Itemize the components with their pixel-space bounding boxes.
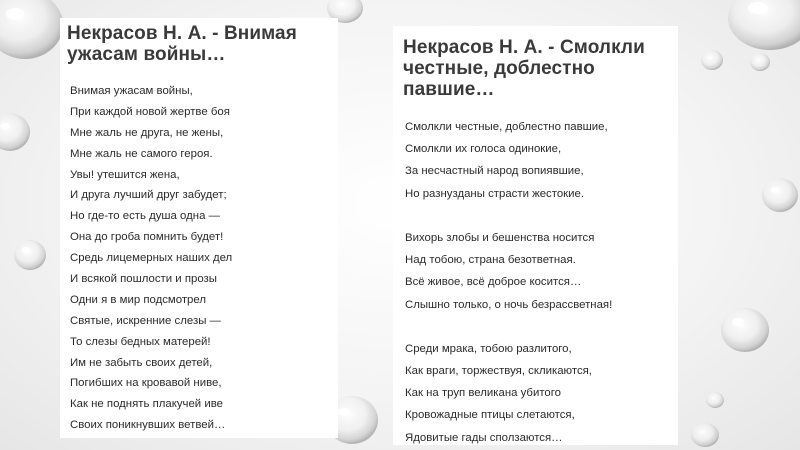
water-drop: [0, 0, 63, 59]
poem-line: Мне жаль не самого героя.: [70, 147, 213, 160]
water-drop: [762, 178, 798, 212]
water-drop: [706, 392, 724, 408]
water-drop: [721, 308, 769, 352]
poem-line: [405, 316, 612, 338]
poem-line: Среди мрака, тобою разлитого,: [405, 342, 572, 355]
poem-line: Своих поникнувших ветвей…: [70, 419, 226, 432]
poem-line: Одни я в мир подсмотрел: [70, 293, 206, 306]
water-drop: [14, 240, 46, 270]
poem-line: При каждой новой жертве боя: [70, 105, 230, 118]
poem-title-right: Некрасов Н. А. - Смолкли честные, доблестно павшие…: [403, 37, 645, 100]
water-drop: [701, 50, 723, 70]
poem-panel-right: [393, 26, 678, 445]
poem-line: И друга лучший друг забудет;: [70, 189, 227, 202]
poem-line: [405, 205, 612, 227]
poem-line: Но где-то есть душа одна —: [70, 210, 220, 223]
poem-line: Увы! утешится жена,: [70, 168, 180, 181]
poem-line: Смолкли их голоса одинокие,: [405, 143, 562, 156]
poem-line: Ядовитые гады сползаются…: [405, 431, 563, 444]
poem-line: За несчастный народ вопиявшие,: [405, 165, 584, 178]
poem-line: Слышно только, о ночь безрассветная!: [405, 298, 613, 311]
poem-line: Как враги, торжествуя, скликаются,: [405, 365, 592, 378]
poem-line: Внимая ужасам войны,: [70, 85, 193, 97]
poem-line: Она до гроба помнить будет!: [70, 231, 224, 244]
poem-line: Святые, искренние слезы —: [70, 314, 221, 327]
poem-line: Над тобою, страна безответная.: [405, 254, 576, 267]
poem-line: Смолкли честные, доблестно павшие,: [405, 121, 608, 133]
poem-lines-right: [405, 116, 612, 445]
water-drop: [728, 0, 800, 50]
poem-line: Как на труп великана убитого: [405, 387, 561, 400]
poem-line: Как не поднять плакучей иве: [70, 398, 223, 411]
water-drop: [750, 53, 770, 71]
poem-line: Кровожадные птицы слетаются,: [405, 409, 575, 422]
poem-line: Вихорь злобы и бешенства носится: [405, 231, 595, 244]
poem-title-left: Некрасов Н. А. - Внимая ужасам войны…: [67, 23, 297, 65]
poem-line: Мне жаль не друга, не жены,: [70, 126, 224, 139]
poem-line: Всё живое, всё доброе косится…: [405, 276, 582, 289]
poem-line: Им не забыть своих детей,: [70, 356, 213, 369]
poem-line: Погибших на кровавой ниве,: [70, 377, 222, 390]
poem-line: То слезы бедных матерей!: [70, 335, 211, 348]
water-drop: [0, 113, 30, 151]
poem-line: И всякой пошлости и прозы: [70, 273, 217, 286]
poem-lines-left: [70, 81, 232, 436]
poem-line: Средь лицемерных наших дел: [70, 252, 233, 265]
poem-panel-left: [60, 18, 338, 438]
poem-line: Но разнузданы страсти жестокие.: [405, 187, 585, 200]
water-drop: [691, 423, 719, 447]
